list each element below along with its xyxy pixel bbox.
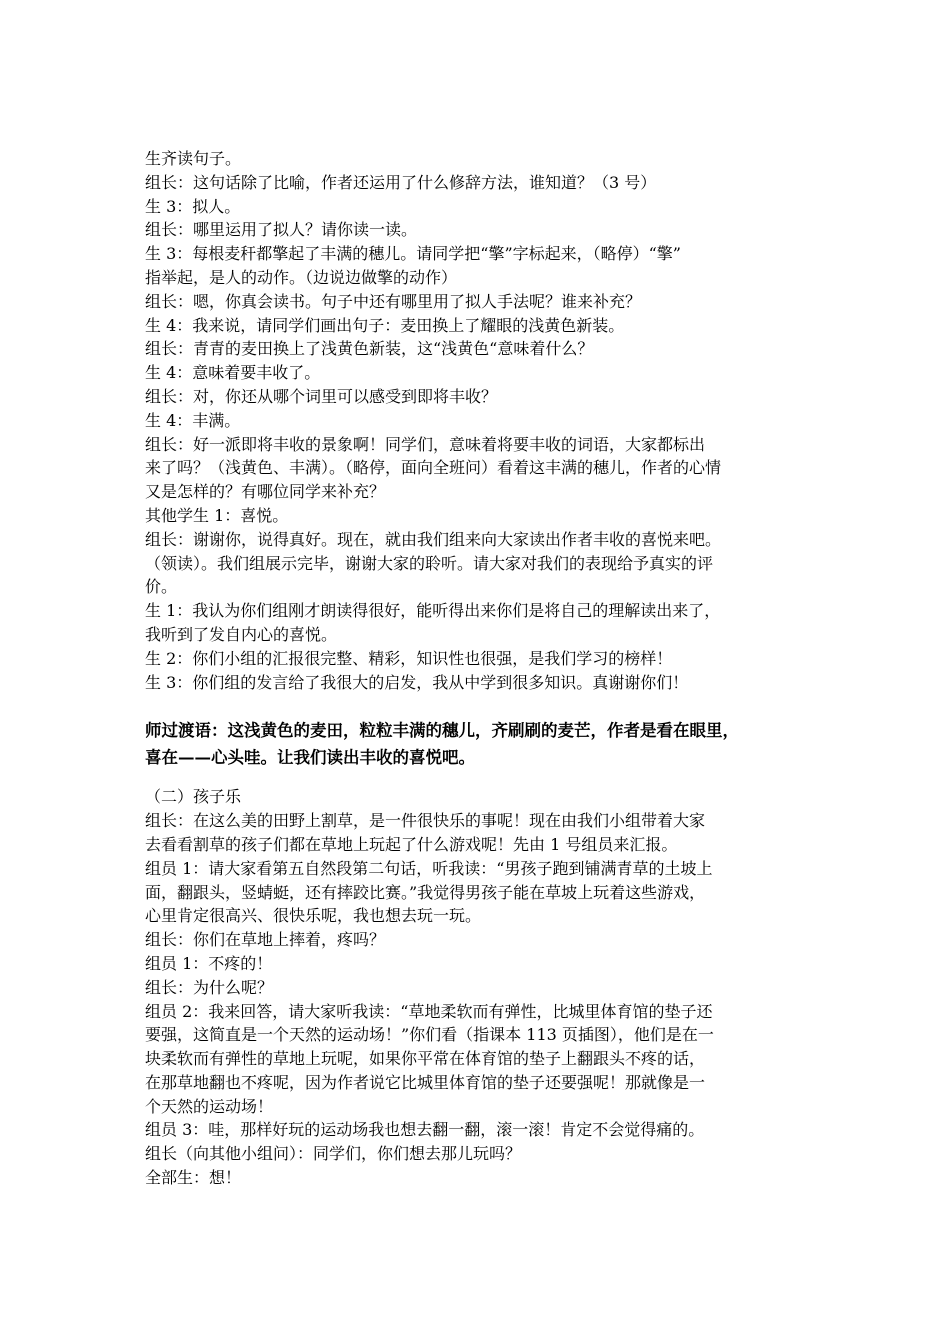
text-line: 价。 bbox=[145, 577, 178, 597]
text-line: 组长：你们在草地上摔着，疼吗？ bbox=[145, 930, 386, 950]
text-line: 在那草地翻也不疼呢，因为作者说它比城里体育馆的垫子还要强呢！那就像是一 bbox=[145, 1072, 706, 1092]
text-line: 又是怎样的？有哪位同学来补充？ bbox=[145, 482, 386, 502]
text-line: 生 4：丰满。 bbox=[145, 410, 241, 430]
text-line: 组长（向其他小组问）：同学们，你们想去那儿玩吗？ bbox=[145, 1144, 522, 1164]
transition-line: 师过渡语：这浅黄色的麦田，粒粒丰满的穗儿，齐刷刷的麦芒，作者是看在眼里， bbox=[145, 721, 739, 741]
text-line: 心里肯定很高兴、很快乐呢，我也想去玩一玩。 bbox=[145, 906, 482, 926]
text-line: 组长：哪里运用了拟人？请你读一读。 bbox=[145, 220, 418, 240]
text-line: 我听到了发自内心的喜悦。 bbox=[145, 624, 338, 644]
text-line: 要强，这简直是一个天然的运动场！”你们看（指课本 113 页插图），他们是在一 bbox=[145, 1025, 714, 1045]
text-line: 个天然的运动场！ bbox=[145, 1096, 274, 1116]
section-heading: （二）孩子乐 bbox=[145, 787, 242, 807]
text-line: 组员 1：不疼的！ bbox=[145, 953, 273, 973]
text-line: 生 4：我来说，请同学们画出句子：麦田换上了耀眼的浅黄色新装。 bbox=[145, 315, 625, 335]
text-line: 组长：这句话除了比喻，作者还运用了什么修辞方法，谁知道？（3 号） bbox=[145, 172, 657, 192]
text-line: 全部生：想！ bbox=[145, 1168, 242, 1188]
text-line: 组长：为什么呢？ bbox=[145, 977, 274, 997]
text-line: 组员 2：我来回答，请大家听我读：“草地柔软而有弹性，比城里体育馆的垫子还 bbox=[145, 1001, 713, 1021]
text-line: 生 1：我认为你们组刚才朗读得很好，能听得出来你们是将自己的理解读出来了， bbox=[145, 601, 721, 621]
text-line: （领读）。我们组展示完毕，谢谢大家的聆听。请大家对我们的表现给予真实的评 bbox=[145, 553, 714, 573]
text-line: 组长：青青的麦田换上了浅黄色新装，这“浅黄色“意味着什么？ bbox=[145, 339, 594, 359]
document-page bbox=[145, 147, 811, 1190]
teacher-transition bbox=[145, 717, 811, 771]
text-line: 面，翻跟头，竖蜻蜓，还有摔跤比赛。”我觉得男孩子能在草坡上玩着这些游戏， bbox=[145, 882, 706, 902]
text-line: 生 4：意味着要丰收了。 bbox=[145, 363, 321, 383]
text-line: 生齐读句子。 bbox=[145, 149, 242, 168]
text-line: 组长：在这么美的田野上割草，是一件很快乐的事呢！现在由我们小组带着大家 bbox=[145, 811, 706, 831]
text-line: 组长：对，你还从哪个词里可以感受到即将丰收？ bbox=[145, 386, 498, 406]
text-line: 生 2：你们小组的汇报很完整、精彩，知识性也很强，是我们学习的榜样！ bbox=[145, 648, 673, 668]
spacer bbox=[145, 771, 811, 785]
dialogue-section-2 bbox=[145, 785, 811, 1190]
text-line: 组员 3：哇，那样好玩的运动场我也想去翻一翻，滚一滚！肯定不会觉得痛的。 bbox=[145, 1120, 705, 1140]
spacer bbox=[145, 694, 811, 717]
text-line: 生 3：拟人。 bbox=[145, 196, 241, 216]
dialogue-section-1 bbox=[145, 147, 811, 694]
text-line: 组员 1：请大家看第五自然段第二句话，听我读：“男孩子跑到铺满青草的土坡上 bbox=[145, 858, 713, 878]
text-line: 组长：好一派即将丰收的景象啊！同学们，意味着将要丰收的词语，大家都标出 bbox=[145, 434, 706, 454]
text-line: 生 3：每根麦秆都擎起了丰满的穗儿。请同学把“擎”字标起来，（略停）“擎” bbox=[145, 244, 681, 264]
transition-line: 喜在——心头哇。让我们读出丰收的喜悦吧。 bbox=[145, 748, 475, 768]
text-line: 指举起，是人的动作。（边说边做擎的动作） bbox=[145, 267, 458, 287]
text-line: 来了吗？（浅黄色、丰满）。（略停，面向全班问）看着这丰满的穗儿，作者的心情 bbox=[145, 458, 722, 478]
text-line: 其他学生 1：喜悦。 bbox=[145, 505, 289, 525]
text-line: 去看看割草的孩子们都在草地上玩起了什么游戏呢！先由 1 号组员来汇报。 bbox=[145, 834, 678, 854]
text-line: 组长：谢谢你，说得真好。现在，就由我们组来向大家读出作者丰收的喜悦来吧。 bbox=[145, 529, 722, 549]
text-line: 生 3：你们组的发言给了我很大的启发，我从中学到很多知识。真谢谢你们！ bbox=[145, 672, 689, 692]
text-line: 组长：嗯，你真会读书。句子中还有哪里用了拟人手法呢？谁来补充？ bbox=[145, 291, 642, 311]
text-line: 块柔软而有弹性的草地上玩呢，如果你平常在体育馆的垫子上翻跟头不疼的话， bbox=[145, 1049, 706, 1069]
